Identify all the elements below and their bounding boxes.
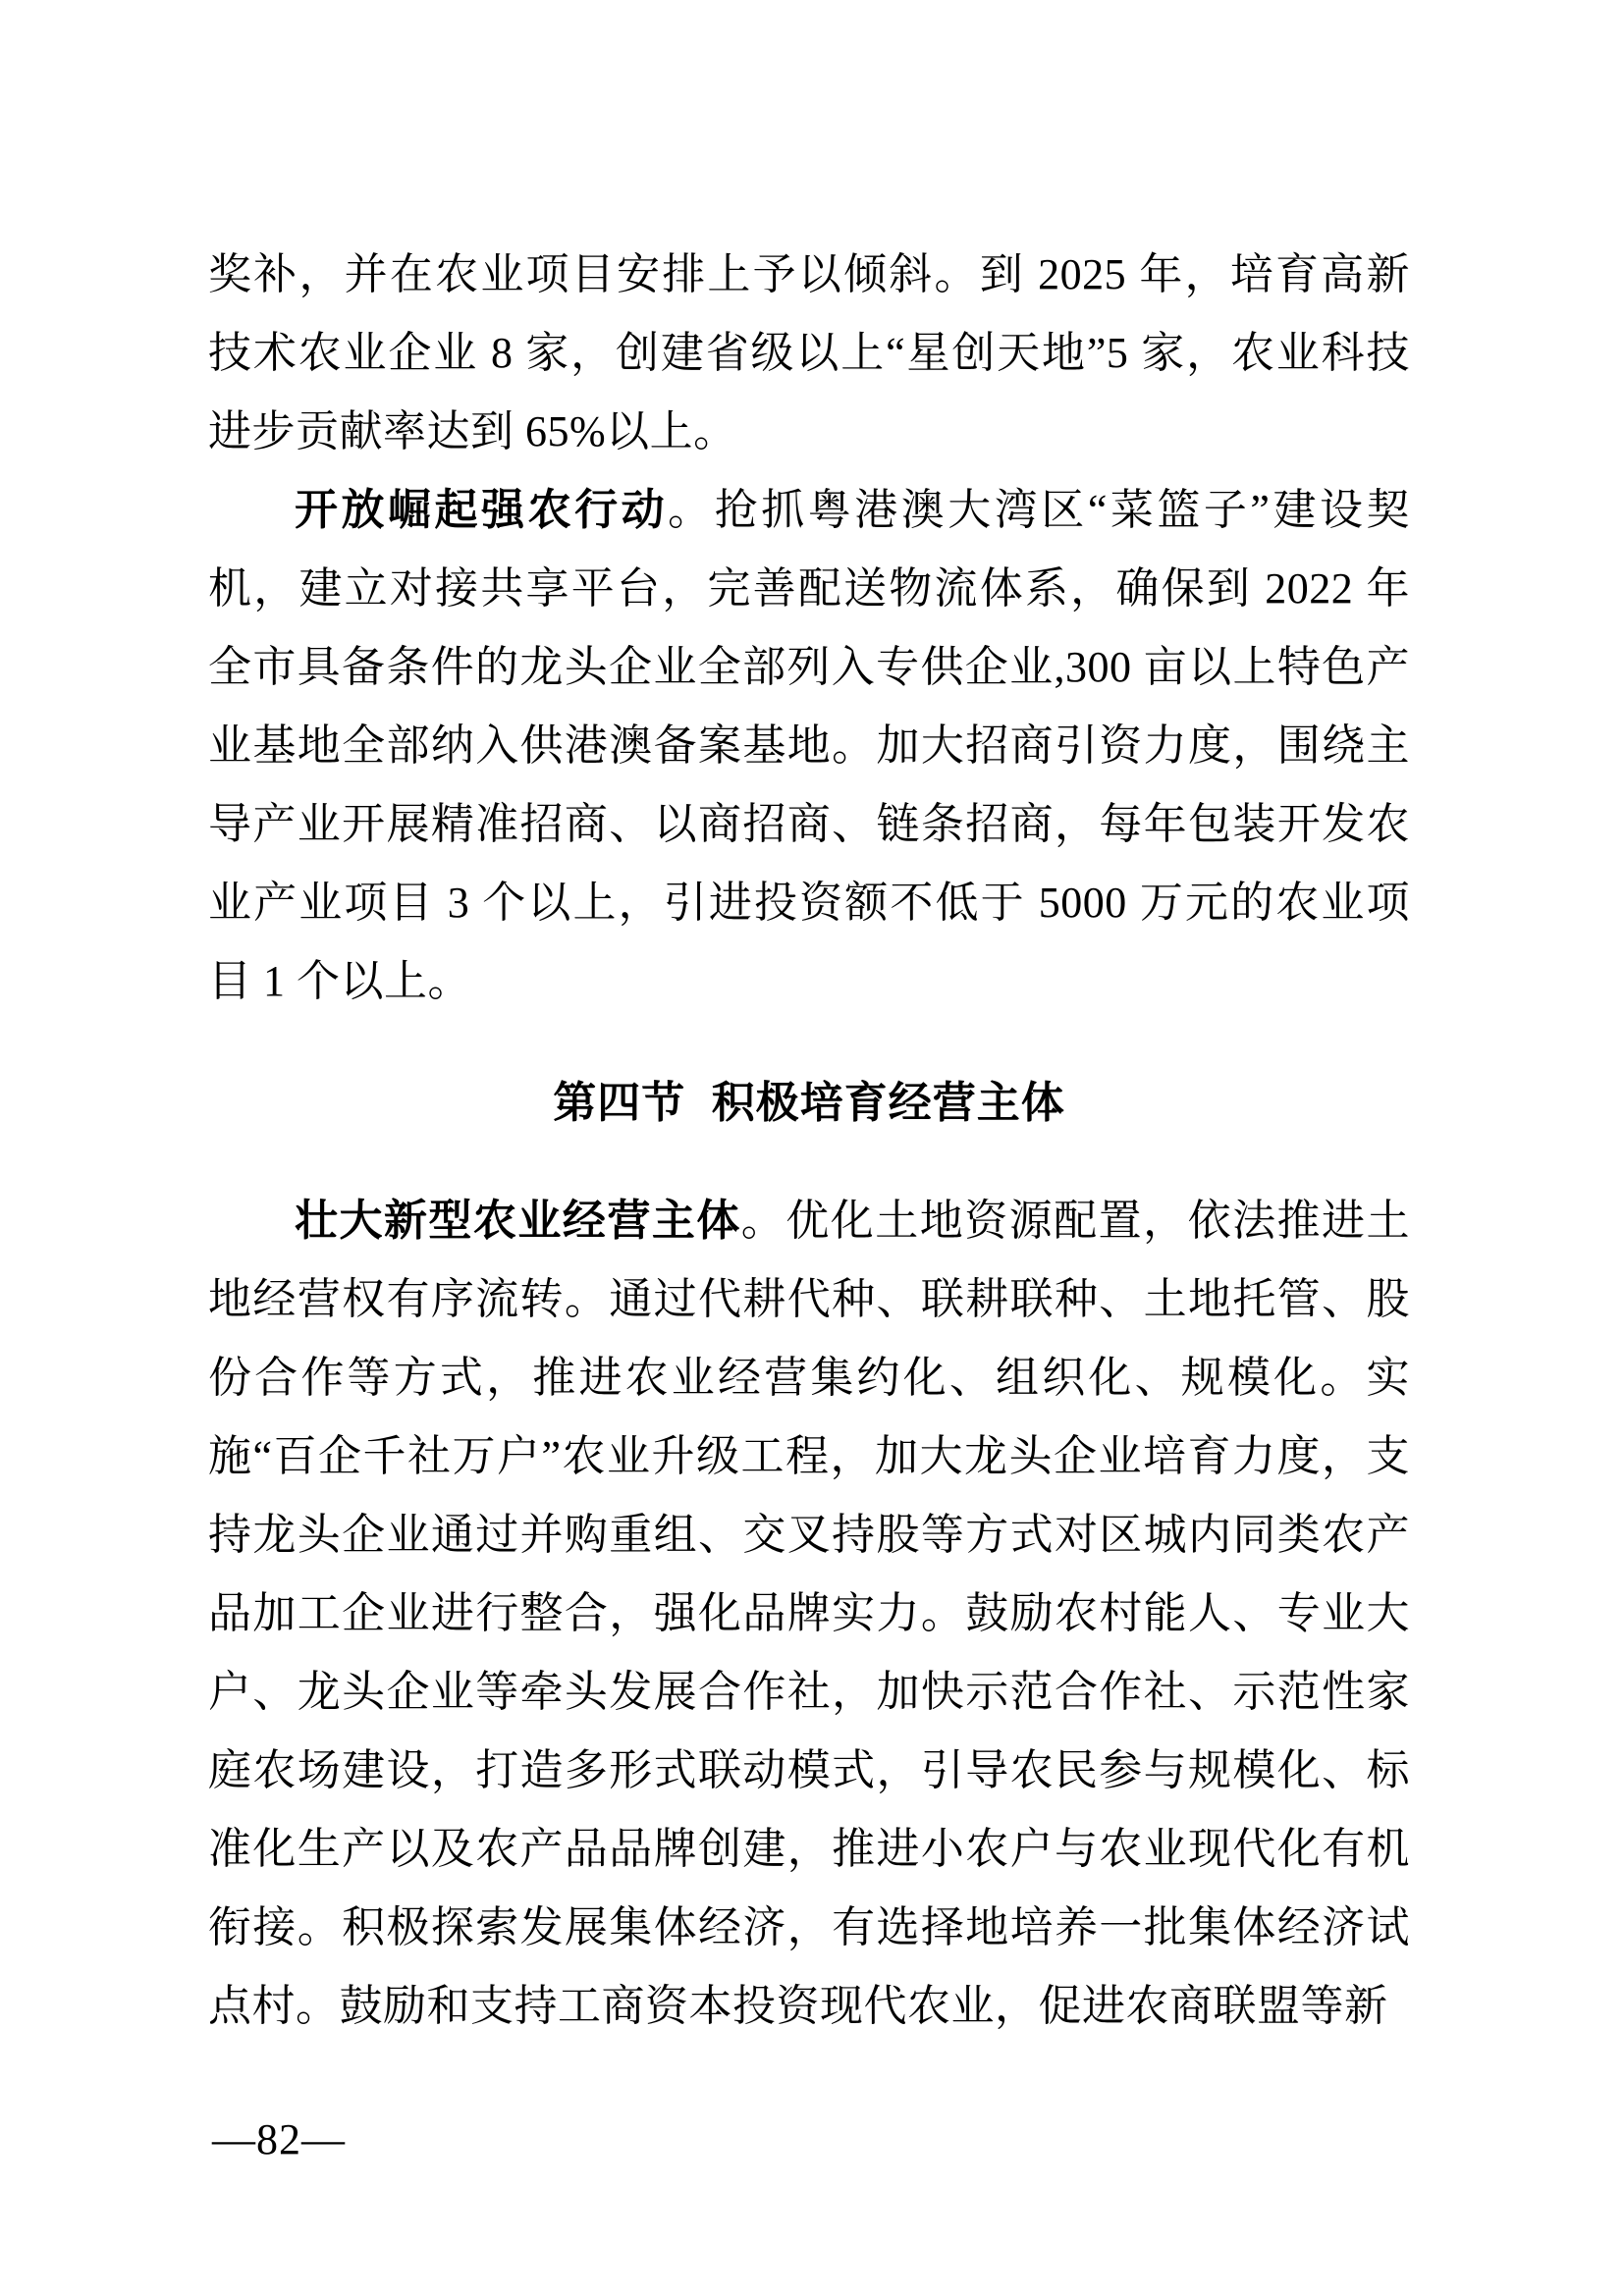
page-number: —82— <box>212 2115 346 2163</box>
paragraph-lead-bold: 开放崛起强农行动 <box>295 486 669 534</box>
paragraph-lead-bold: 壮大新型农业经营主体 <box>295 1197 741 1245</box>
paragraph-text: 抢抓粤港澳大湾区“菜篮子”建设契机，建立对接共享平台，完善配送物流体系，确保到 2022 年全市具备条件的龙头企业全部列入专供企业,300 亩以上特色产业基地全部纳入供港澳备案基地。加大招商引资力度，围绕主导产业开展精准招商、以商招商、链条招商，每年包装开发农业产业项目 3 个以上，引进投资额不低于 5000 万元的农业项目 1 个以上。 <box>208 486 1411 1005</box>
paragraph-grow-new-business-entities <box>208 1182 1410 2046</box>
paragraph-text: 优化土地资源配置，依法推进土地经营权有序流转。通过代耕代种、联耕联种、土地托管、股份合作等方式，推进农业经营集约化、组织化、规模化。实施“百企千社万户”农业升级工程，加大龙头企业培育力度，支持龙头企业通过并购重组、交叉持股等方式对区城内同类农产品加工企业进行整合，强化品牌实力。鼓励农村能人、专业大户、龙头企业等牵头发展合作社，加快示范合作社、示范性家庭农场建设，打造多形式联动模式，引导农民参与规模化、标准化生产以及农产品品牌创建，推进小农户与农业现代化有机衔接。积极探索发展集体经济，有选择地培养一批集体经济试点村。鼓励和支持工商资本投资现代农业，促进农商联盟等新 <box>208 1197 1411 2030</box>
paragraph-continuation: 奖补，并在农业项目安排上予以倾斜。到 2025 年，培育高新技术农业企业 8 家，创建省级以上“星创天地”5 家，农业科技进步贡献率达到 65%以上。 <box>208 250 1410 455</box>
paragraph-lead-punctuation: 。 <box>740 1197 786 1245</box>
paragraph-lead-punctuation: 。 <box>668 486 715 534</box>
page-body <box>208 236 1410 2046</box>
paragraph-open-strong-agriculture-action <box>208 471 1410 1021</box>
section-heading: 第四节 积极培育经营主体 <box>553 1079 1065 1127</box>
